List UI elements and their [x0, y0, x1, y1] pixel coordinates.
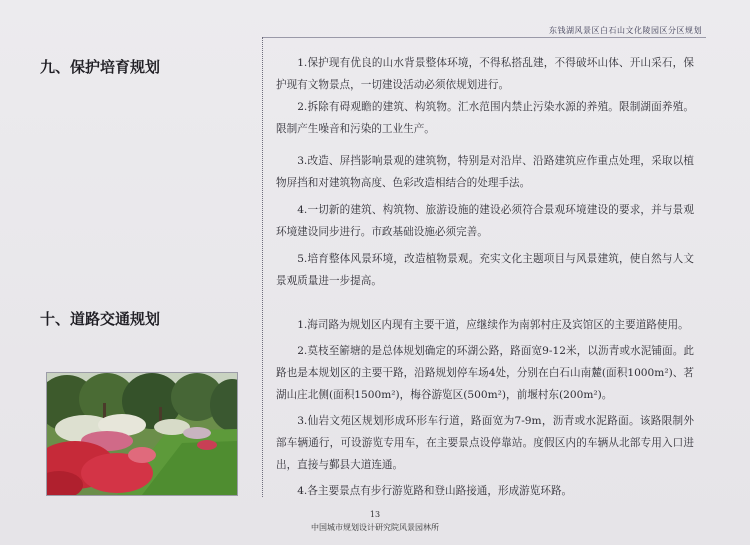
protection-paragraph-2: 2.拆除有碍观瞻的建筑、构筑物。汇水范围内禁止污染水源的养殖。限制湖面养殖。限制产生噪音和污染的工业生产。: [276, 101, 694, 135]
section-title-traffic: 十、道路交通规划: [40, 310, 161, 328]
traffic-paragraph-1: 1.海司路为规划区内现有主要干道，应继续作为南郭村庄及宾馆区的主要道路使用。: [297, 319, 689, 331]
protection-paragraph-4: 4.一切新的建筑、构筑物、旅游设施的建设必须符合景观环境建设的要求，并与景观环境建设同步进行。市政基础设施必须完善。: [276, 204, 694, 238]
garden-photo: [46, 372, 238, 496]
header-rule: [262, 37, 706, 38]
footer-organization: 中国城市规划设计研究院风景园林所: [311, 523, 439, 532]
column-divider: [262, 37, 263, 497]
header-title: 东钱湖风景区白石山文化陵园区分区规划: [549, 26, 702, 35]
traffic-paragraph-4: 4.各主要景点有步行游览路和登山路接通，形成游览环路。: [297, 485, 573, 497]
protection-paragraph-3: 3.改造、屏挡影响景观的建筑物，特别是对沿岸、沿路建筑应作重点处理，采取以植物屏挡和对建筑物高度、色彩改造相结合的处理手法。: [276, 155, 694, 189]
page-number: 13: [369, 510, 381, 519]
garden-photo-illustration: [47, 373, 237, 495]
traffic-paragraph-3: 3.仙岩文苑区规划形成环形车行道，路面宽为7-9m，沥青或水泥路面。该路限制外部车辆通行，可设游览专用车，在主要景点设停靠站。度假区内的车辆从北部专用入口进出，直接与鄞县大道连通。: [276, 415, 694, 471]
traffic-paragraph-2: 2.莫枝至簖塘的是总体规划确定的环湖公路，路面宽9-12米，以沥青或水泥铺面。此路也是本规划区的主要干路，沿路规划停车场4处，分别在白石山南麓(面积1000m²)、茗湖山庄北侧(面积1500m²)，梅谷游览区(500m²)，前堰村东(200m²)。: [276, 345, 694, 401]
section-title-protection: 九、保护培育规划: [40, 58, 161, 76]
protection-paragraph-1: 1.保护现有优良的山水背景整体环境，不得私搭乱建，不得破坏山体、开山采石，保护现有文物景点，一切建设活动必须依规划进行。: [276, 57, 694, 91]
protection-paragraph-5: 5.培育整体风景环境，改造植物景观。充实文化主题项目与风景建筑，使自然与人文景观质量进一步提高。: [276, 253, 694, 287]
